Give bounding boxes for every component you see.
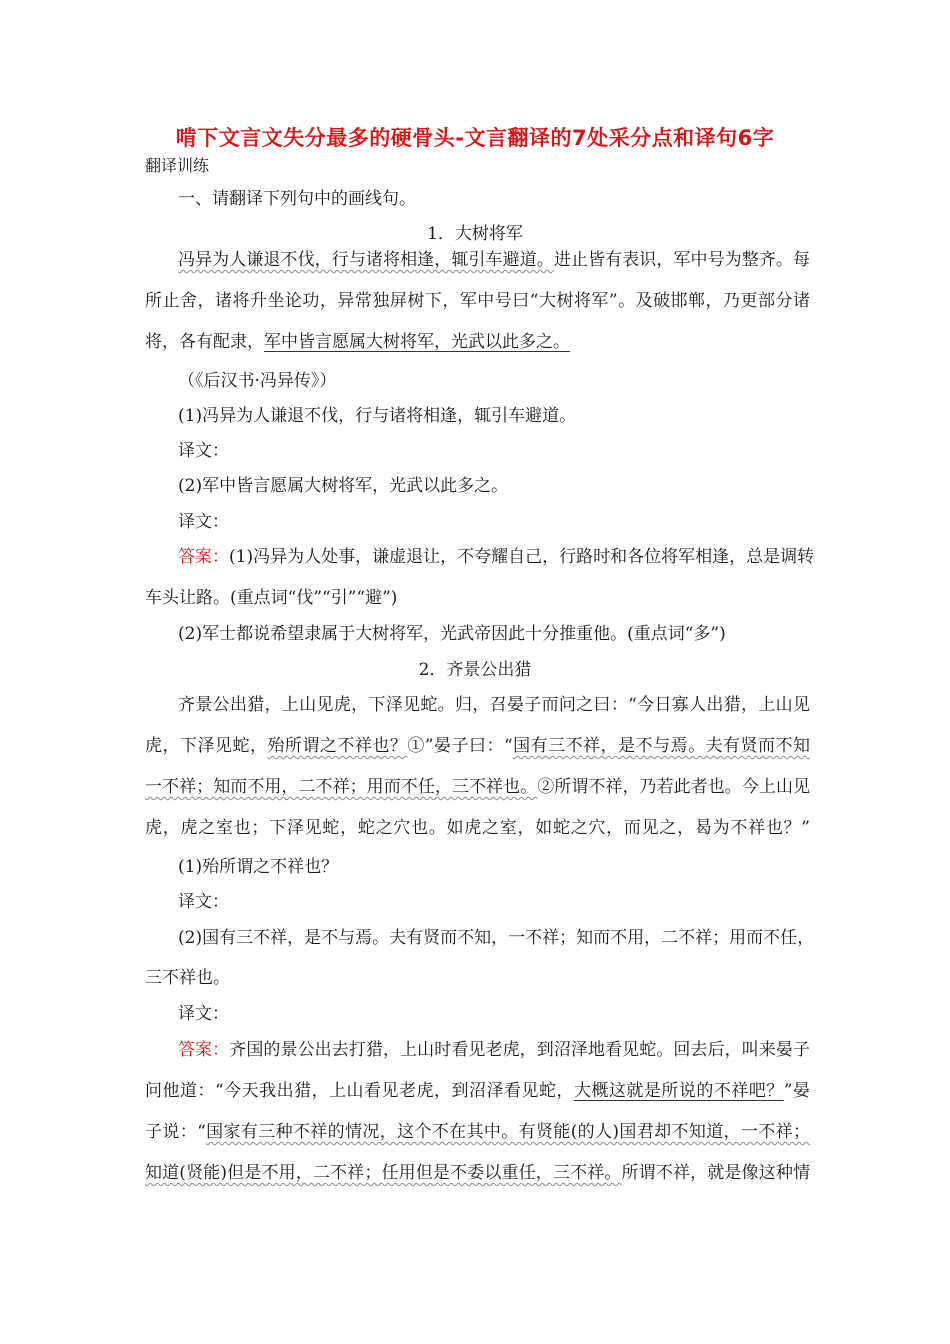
passage-2-answer-line-2: [145, 1080, 810, 1102]
passage-2-text: ①”晏子曰：“: [407, 736, 513, 756]
answer-underlined-text: 大概这就是所说的不祥吧？: [573, 1081, 784, 1101]
passage-2-answer-line-4: [145, 1162, 810, 1184]
answer-text: 问他道：“今天我出猎，上山看见老虎，到沼泽看见蛇，: [145, 1081, 574, 1101]
passage-2-question-1: (1)殆所谓之不祥也？: [178, 857, 339, 877]
passage-1-text: 将，各有配隶，: [145, 332, 264, 352]
passage-2-q2-translation-label: 译文：: [178, 1004, 229, 1024]
passage-2-line-3: [145, 776, 810, 798]
passage-2-line-1: 齐景公出猎，上山见虎，下泽见蛇。归，召晏子而问之曰：“今日寡人出猎，上山见: [178, 695, 810, 715]
passage-2-answer-line-3: [145, 1121, 810, 1143]
passage-2-text: ②所谓不祥，乃若此者也。今上山见: [537, 777, 811, 797]
passage-2-wavy-sentence: 国有三不祥，是不与焉。夫有贤而不知: [512, 736, 811, 756]
passage-2-answer-line-1: [178, 1039, 810, 1061]
passage-2-line-4: 虎，虎之室也；下泽见蛇，蛇之穴也。如虎之室，如蛇之穴，而见之，曷为不祥也？”: [145, 818, 810, 838]
answer-text: (1)冯异为人处事，谦虚退让，不夸耀自己，行路时和各位将军相逢，总是调转: [229, 547, 815, 567]
answer-wavy-text: 知道(贤能)但是不用，二不祥；任用但是不委以重任，三不祥。: [145, 1163, 622, 1183]
passage-2-wavy-sentence: 殆所谓之不祥也？: [267, 736, 408, 756]
passage-1-q1-translation-label: 译文：: [178, 441, 229, 461]
passage-1-underlined-sentence: 军中皆言愿属大树将军，光武以此多之。: [264, 332, 570, 352]
passage-1-line-1: [178, 249, 810, 271]
subtitle: 翻译训练: [145, 156, 210, 175]
passage-2-text: 虎，下泽见蛇，: [145, 736, 268, 756]
answer-text: ”晏: [783, 1081, 810, 1101]
page-title: 啃下文言文失分最多的硬骨头-文言翻译的7处采分点和译句6字: [175, 126, 775, 150]
passage-2-question-2-line-2: 三不祥也。: [145, 968, 230, 988]
answer-label: 答案：: [178, 1040, 230, 1060]
section-heading: 一、请翻译下列句中的画线句。: [178, 189, 416, 209]
passage-1-answer-line-1: [178, 546, 815, 568]
answer-label: 答案：: [178, 547, 229, 567]
passage-1-answer-line-3: (2)军士都说希望隶属于大树将军，光武帝因此十分推重他。(重点词“多”): [178, 624, 726, 644]
passage-2-q1-translation-label: 译文：: [178, 892, 229, 912]
passage-1-question-2: (2)军中皆言愿属大树将军，光武以此多之。: [178, 476, 509, 496]
passage-1-line-3: [145, 331, 570, 353]
passage-1-question-1: (1)冯异为人谦退不伐，行与诸将相逢，辄引车避道。: [178, 406, 577, 426]
answer-text: 齐国的景公出去打猎，上山时看见老虎，到沼泽地看见蛇。回去后，叫来晏子: [229, 1040, 810, 1060]
passage-2-wavy-sentence: 一不祥；知而不用，二不祥；用而不任，三不祥也。: [145, 777, 538, 797]
passage-1-q2-translation-label: 译文：: [178, 512, 229, 532]
answer-text: 所谓不祥，就是像这种情: [621, 1163, 811, 1183]
answer-wavy-text: 国家有三种不祥的情况，这个不在其中。有贤能(的人)国君却不知道，一不祥；: [205, 1122, 810, 1142]
passage-2-heading: 2．齐景公出猎: [418, 660, 532, 680]
passage-1-heading: 1．大树将军: [427, 224, 523, 244]
passage-1-wavy-sentence: 冯异为人谦退不伐，行与诸将相逢，辄引车避道。: [178, 250, 554, 270]
passage-1-line-2: 所止舍，诸将升坐论功，异常独屏树下，军中号曰“大树将军”。及破邯郸，乃更部分诸: [145, 291, 810, 311]
passage-1-answer-line-2: 车头让路。(重点词“伐”“引”“避”): [145, 588, 398, 608]
passage-2-line-2: [145, 735, 810, 757]
passage-1-text: 进止皆有表识，军中号为整齐。每: [553, 250, 811, 270]
passage-2-question-2-line-1: (2)国有三不祥，是不与焉。夫有贤而不知，一不祥；知而不用，二不祥；用而不任，: [178, 928, 815, 948]
passage-1-source: （《后汉书·冯异传》）: [178, 371, 337, 391]
answer-text: 子说：“: [145, 1122, 206, 1142]
